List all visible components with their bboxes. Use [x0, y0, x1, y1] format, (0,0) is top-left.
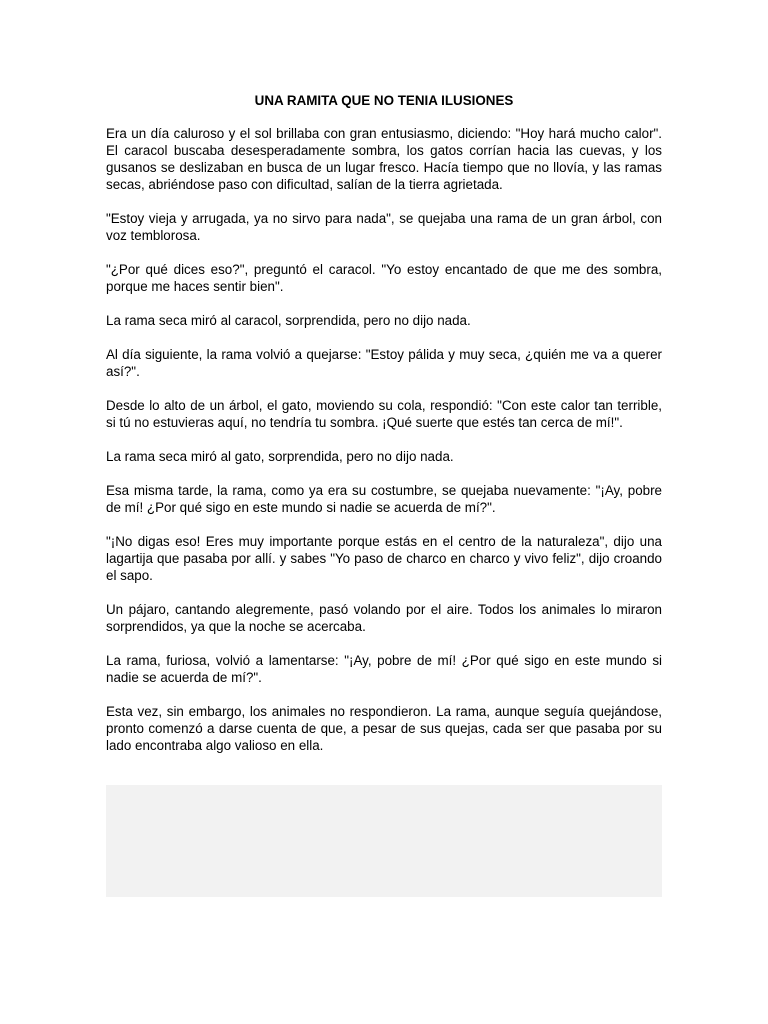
paragraph-11: La rama, furiosa, volvió a lamentarse: "¡Ay, pobre de mí! ¿Por qué sigo en este mundo si nadie se acuerda de mí?". [106, 653, 662, 685]
paragraph-4: La rama seca miró al caracol, sorprendida, pero no dijo nada. [106, 313, 471, 328]
paragraph-8: Esa misma tarde, la rama, como ya era su costumbre, se quejaba nuevamente: "¡Ay, pobre de mí! ¿Por qué sigo en este mundo si nadie se acuerda de mí?". [106, 483, 662, 515]
paragraph-3: "¿Por qué dices eso?", preguntó el caracol. "Yo estoy encantado de que me des sombra, porque me haces sentir bien". [106, 262, 662, 294]
paragraph-5: Al día siguiente, la rama volvió a quejarse: "Estoy pálida y muy seca, ¿quién me va a querer así?". [106, 347, 662, 379]
paragraph-7: La rama seca miró al gato, sorprendida, pero no dijo nada. [106, 449, 454, 464]
document-body [106, 125, 662, 771]
paragraph-2: "Estoy vieja y arrugada, ya no sirvo para nada", se quejaba una rama de un gran árbol, con voz temblorosa. [106, 211, 662, 243]
paragraph-6: Desde lo alto de un árbol, el gato, moviendo su cola, respondió: "Con este calor tan terrible, si tú no estuvieras aquí, no tendría tu sombra. ¡Qué suerte que estés tan cerca de mí!". [106, 398, 662, 430]
paragraph-12: Esta vez, sin embargo, los animales no respondieron. La rama, aunque seguía quejándose, pronto comenzó a darse cuenta de que, a pesar de sus quejas, cada ser que pasaba por su lado encontraba algo valioso en ella. [106, 704, 662, 753]
paragraph-10: Un pájaro, cantando alegremente, pasó volando por el aire. Todos los animales lo miraron sorprendidos, ya que la noche se acercaba. [106, 602, 662, 634]
embedded-content-placeholder [106, 785, 662, 897]
paragraph-9: "¡No digas eso! Eres muy importante porque estás en el centro de la naturaleza", dijo una lagartija que pasaba por allí. y sabes "Yo paso de charco en charco y vivo feliz", dijo croando el sapo. [106, 534, 662, 583]
paragraph-1: Era un día caluroso y el sol brillaba con gran entusiasmo, diciendo: "Hoy hará mucho calor". El caracol buscaba desesperadamente sombra, los gatos corrían hacia las cuevas, y los gusanos se deslizaban en busca de un lugar fresco. Hacía tiempo que no llovía, y las ramas secas, abriéndose paso con dificultad, salían de la tierra agrietada. [106, 126, 662, 192]
document-title: UNA RAMITA QUE NO TENIA ILUSIONES [254, 93, 514, 108]
